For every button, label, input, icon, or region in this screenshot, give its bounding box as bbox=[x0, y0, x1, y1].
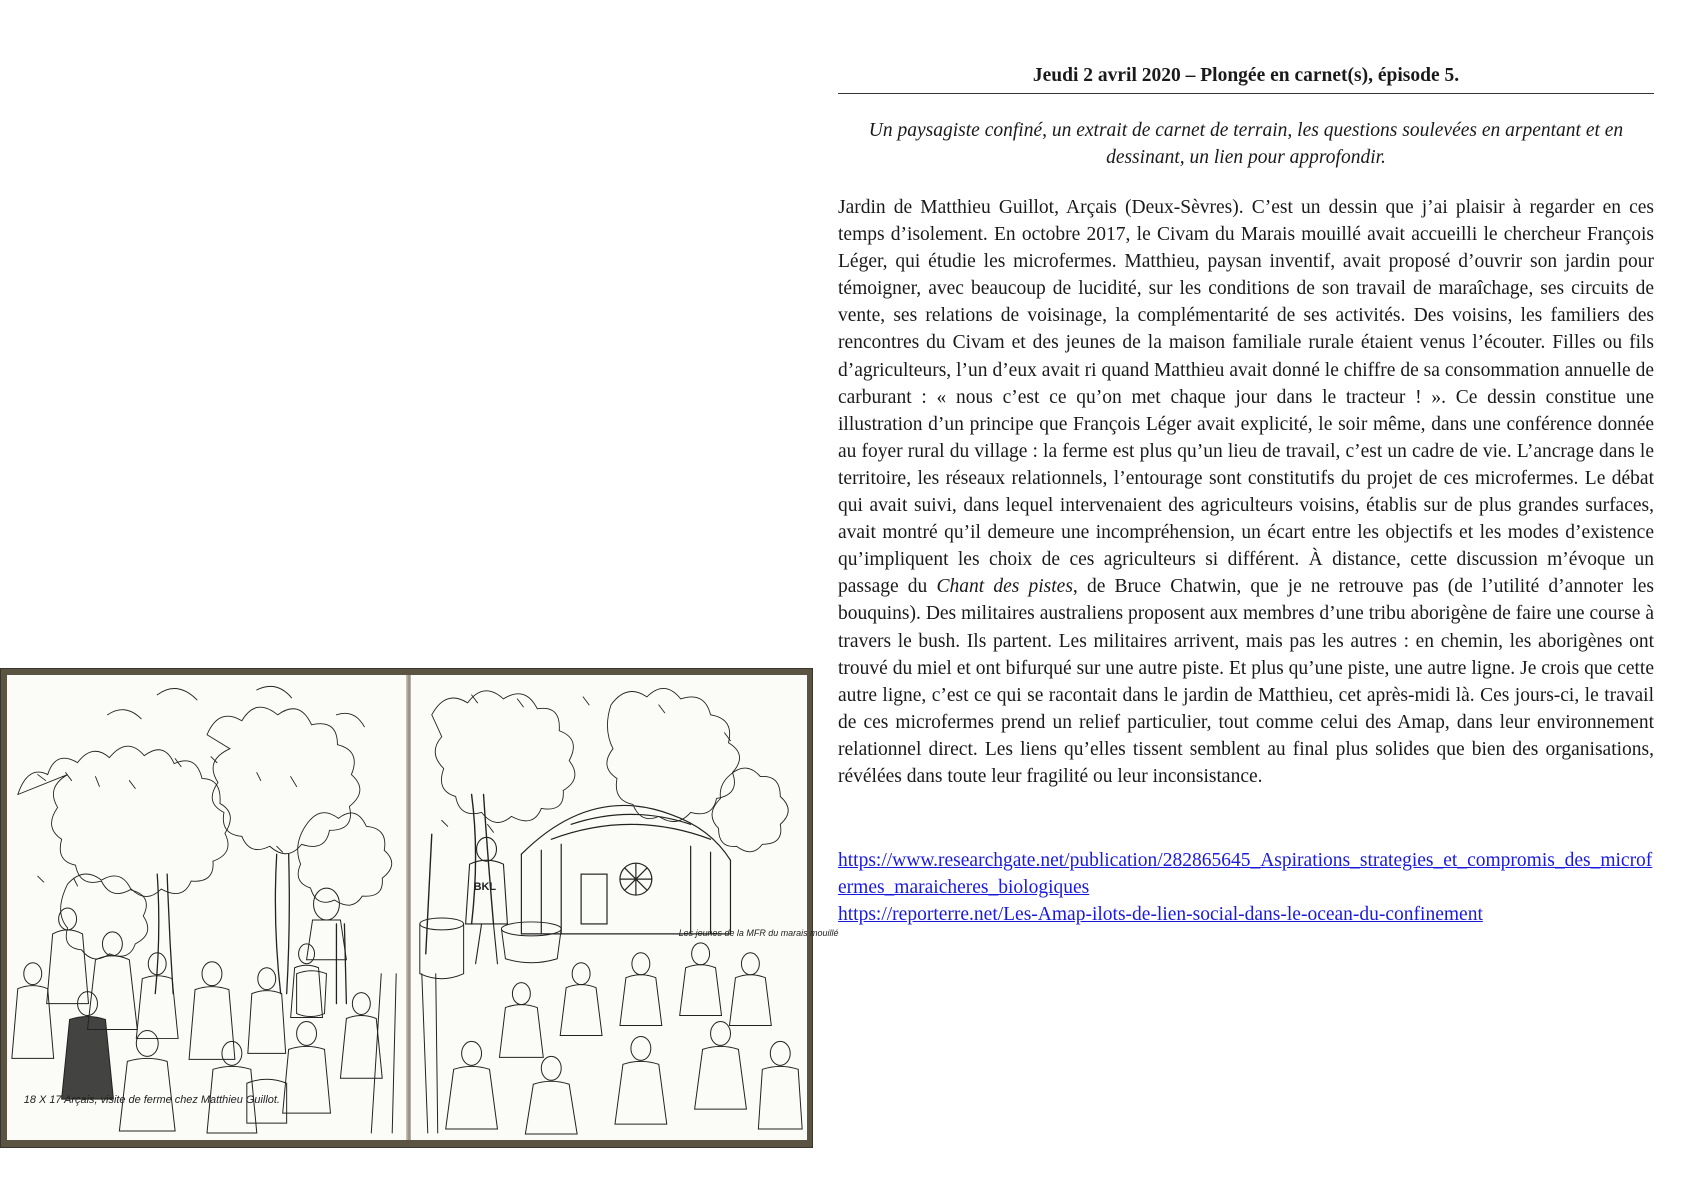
speaker-shirt-text: BKL bbox=[473, 881, 497, 894]
book-title: Chant des pistes bbox=[936, 576, 1073, 598]
sketch-caption-left: 18 X 17 Arçais, visite de ferme chez Matthieu Guillot. bbox=[23, 1094, 280, 1107]
article-lede: Un paysagiste confiné, un extrait de carnet de terrain, les questions soulevées en arpentant et en dessinant, un lien pour approfondir. bbox=[868, 120, 1624, 168]
speaker-figure bbox=[466, 837, 508, 963]
article-body-part1: Jardin de Matthieu Guillot, Arçais (Deux-Sèvres). C’est un dessin que j’ai plaisir à regarder en ces temps d’isolement. En octobre 2017, le Civam du Marais mouillé avait accueilli le chercheur François Léger, qui étudie les microfermes. Matthieu, paysan inventif, avait proposé d’ouvrir son jardin pour témoigner, avec beaucoup de lucidité, sur les conditions de son travail de maraîchage, ses circuits de vente, ses relations de voisinage, la complémentarité de ses activités. Des voisins, les familiers des rencontres du Civam et des jeunes de la maison familiale rurale étaient venus l’écouter. Filles ou fils d’agriculteurs, l’un d’eux avait ri quand Matthieu avait donné le chiffre de sa consommation annuelle de carburant : « nous c’est ce qu’on met chaque jour dans le tracteur ! ». Ce dessin constitue une illustration d’un principe que François Léger avait explicité, le soir même, dans une conférence donnée au foyer rural du village : la ferme est plus qu’un lieu de travail, c’est un cadre de vie. L’ancrage dans le territoire, les réseaux relationnels, l’entourage sont constitutifs du projet de ces microfermes. Le débat qui avait suivi, dans lequel intervenaient des agriculteurs voisins, établis sur de plus grandes surfaces, avait montré qu’il demeure une incompréhension, un écart entre les objectifs et les modes d’existence qu’impliquent les choix de ces agriculteurs si différent. À distance, cette discussion m’évoque un passage du bbox=[838, 197, 1654, 598]
tree-trunks-left bbox=[155, 854, 346, 1003]
link-researchgate[interactable]: https://www.researchgate.net/publication/282865645_Aspirations_strategies_et_compromis_des_microfermes_maraicheres_biologiques bbox=[838, 850, 1653, 899]
article bbox=[838, 62, 1654, 928]
article-body-part2: , de Bruce Chatwin, que je ne retrouve pas (de l’utilité d’annoter les bouquins). Des militaires australiens proposent aux membres d’une tribu aborigène de faire une course à travers le bush. Ils partent. Les militaires arrivent, mais pas les autres : en chemin, les aborigènes ont trouvé du miel et ont bifurqué sur une autre piste. Et plus qu’une piste, une autre ligne. Je crois que cette autre ligne, c’est ce qui se racontait dans le jardin de Matthieu, cet après-midi là. Ces jours-ci, le travail de ces microfermes prend un relief particulier, tout comme celui des Amap, dans leur environnement relationnel direct. Les liens qu’elles tissent semblent au final plus solides que bien des organisations, révélées dans toute leur fragilité ou leur inconsistance. bbox=[838, 576, 1654, 787]
sketchbook-right-page bbox=[411, 675, 839, 1140]
tree-foliage-left bbox=[18, 686, 392, 959]
sketch-caption-right: Les jeunes de la MFR du marais mouillé bbox=[678, 927, 839, 938]
link-reporterre[interactable]: https://reporterre.net/Les-Amap-ilots-de-lien-social-dans-le-ocean-du-confinement bbox=[838, 904, 1483, 926]
sketchbook-left-page bbox=[7, 675, 407, 1140]
barrels bbox=[420, 918, 561, 979]
sketchbook-photo bbox=[0, 668, 839, 1148]
reference-links bbox=[838, 847, 1654, 928]
garden-sketch-right bbox=[411, 675, 839, 1140]
article-heading: Jeudi 2 avril 2020 – Plongée en carnet(s), épisode 5. bbox=[838, 62, 1654, 94]
garden-sketch-left bbox=[7, 675, 407, 1140]
crowd-right bbox=[422, 943, 802, 1134]
article-body bbox=[838, 194, 1654, 790]
yurt bbox=[521, 805, 730, 933]
